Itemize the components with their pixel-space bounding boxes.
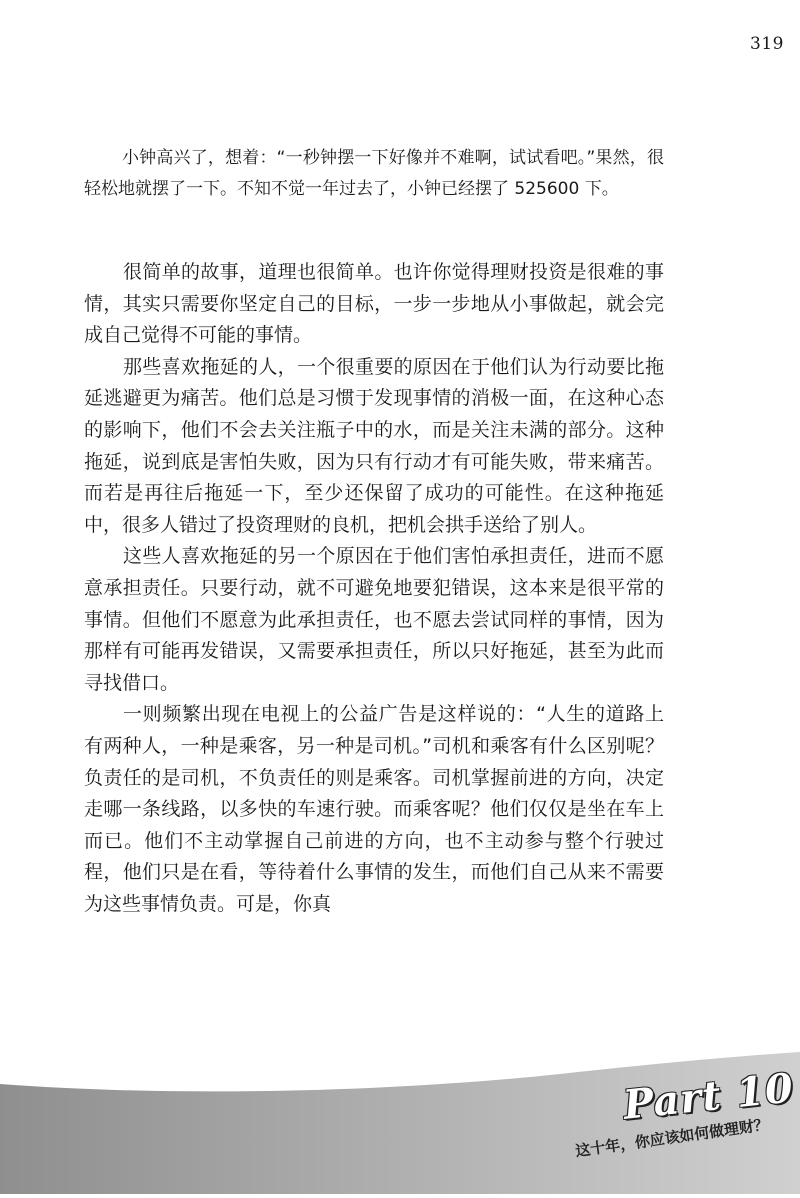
body-paragraph-3: 这些人喜欢拖延的另一个原因在于他们害怕承担责任，进而不愿意承担责任。只要行动，就不可避免地要犯错误，这本来是很平常的事情。但他们不愿意为此承担责任，也不愿去尝试同样的事情，因为那样有可能再发错误，又需要承担责任，所以只好拖延，甚至为此而寻找借口。 [84,545,664,694]
body-paragraph-2: 那些喜欢拖延的人，一个很重要的原因在于他们认为行动要比拖延逃避更为痛苦。他们总是习惯于发现事情的消极一面，在这种心态的影响下，他们不会去关注瓶子中的水，而是关注未满的部分。这种拖延，说到底是害怕失败，因为只有行动才有可能失败，带来痛苦。而若是再往后拖延一下，至少还保留了成功的可能性。在这种拖延中，很多人错过了投资理财的良机，把机会拱手送给了别人。 [84,355,664,536]
story-excerpt [84,143,664,205]
chapter-title: 这十年，你应该如何做理财？ [574,1115,770,1161]
body-paragraph-1: 很简单的故事，道理也很简单。也许你觉得理财投资是很难的事情，其实只需要你坚定自己的目标，一步一步地从小事做起，就会完成自己觉得不可能的事情。 [84,261,664,347]
body-text [84,257,664,920]
story-paragraph: 小钟高兴了，想着：“一秒钟摆一下好像并不难啊，试试看吧。”果然，很轻松地就摆了一下。不知不觉一年过去了，小钟已经摆了 525600 下。 [84,148,664,199]
body-paragraph-4: 一则频繁出现在电视上的公益广告是这样说的：“人生的道路上有两种人，一种是乘客，另一种是司机。”司机和乘客有什么区别呢？负责任的是司机，不负责任的则是乘客。司机掌握前进的方向，决定走哪一条线路，以多快的车速行驶。而乘客呢？他们仅仅是坐在车上而已。他们不主动掌握自己前进的方向，也不主动参与整个行驶过程，他们只是在看，等待着什么事情的发生，而他们自己从来不需要为这些事情负责。可是，你真 [84,703,664,915]
footer-band [0,1044,800,1194]
page-number: 319 [750,34,784,54]
part-label: Part 10 [620,1064,796,1129]
